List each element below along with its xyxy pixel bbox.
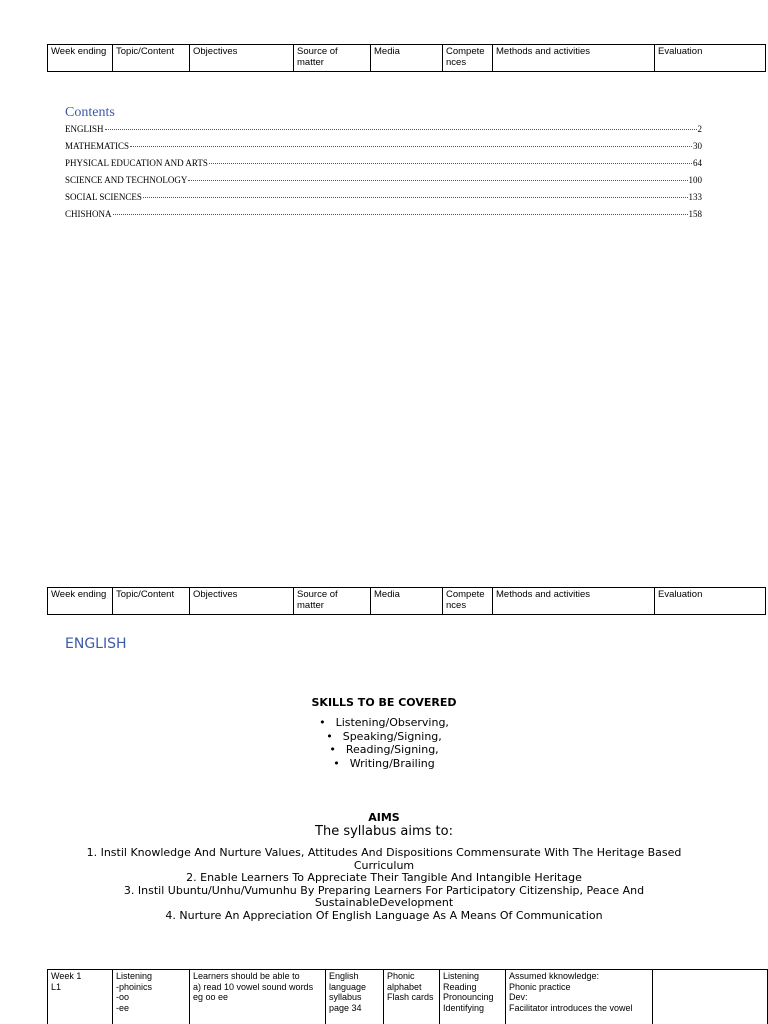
list-item: 1. Instil Knowledge And Nurture Values, Attitudes And Dispositions Commensurate With The Heritage Based Curriculum	[86, 846, 682, 872]
header-cell: Media	[371, 588, 443, 615]
list-item: 3. Instil Ubuntu/Unhu/Vumunhu By Preparing Learners For Participatory Citizenship, Peace And SustainableDevelopment	[123, 883, 645, 909]
header-cell: Media	[371, 45, 443, 72]
aims-title: AIMS	[368, 811, 400, 824]
skills-list	[0, 716, 768, 770]
toc-label: PHYSICAL EDUCATION AND ARTS	[65, 158, 208, 168]
toc-label: ENGLISH	[65, 124, 104, 134]
evaluation-cell	[653, 970, 768, 1024]
toc-leader-dots	[209, 163, 692, 164]
toc-label: MATHEMATICS	[65, 141, 130, 151]
toc-label: SCIENCE AND TECHNOLOGY	[65, 175, 188, 185]
table-row	[48, 970, 768, 1024]
header-cell: Objectives	[190, 45, 294, 72]
header-cell: Evaluation	[655, 45, 766, 72]
lesson-plan-table	[47, 969, 768, 1024]
lesson-plan-header-table	[47, 587, 766, 615]
toc-entry-chishona[interactable]	[65, 209, 702, 226]
header-cell: Source of matter	[294, 45, 371, 72]
toc-entry-english[interactable]	[65, 124, 702, 141]
toc-leader-dots	[105, 129, 697, 130]
toc-page-number: 133	[688, 192, 702, 202]
toc-leader-dots	[130, 146, 692, 147]
toc-label: CHISHONA	[65, 209, 112, 219]
list-item: • Reading/Signing,	[0, 743, 768, 757]
toc-entry-science-technology[interactable]	[65, 175, 702, 192]
objectives-cell: Learners should be able to a) read 10 vowel sound words eg oo ee	[190, 970, 326, 1024]
aims-intro: The syllabus aims to:	[315, 824, 453, 839]
header-cell: Compete nces	[443, 588, 493, 615]
toc-entry-pe-arts[interactable]	[65, 158, 702, 175]
toc-entry-mathematics[interactable]	[65, 141, 702, 158]
toc-page-number: 158	[688, 209, 702, 219]
header-cell: Methods and activities	[493, 588, 655, 615]
aims-list	[80, 847, 688, 922]
list-item: • Speaking/Signing,	[0, 730, 768, 744]
header-row	[48, 588, 766, 615]
source-cell: English language syllabus page 34	[326, 970, 384, 1024]
toc-entry-social-sciences[interactable]	[65, 192, 702, 209]
header-row	[48, 45, 766, 72]
toc-leader-dots	[143, 197, 688, 198]
header-cell: Topic/Content	[113, 588, 190, 615]
toc-leader-dots	[188, 180, 687, 181]
header-cell: Topic/Content	[113, 45, 190, 72]
toc-label: SOCIAL SCIENCES	[65, 192, 142, 202]
toc-page-number: 100	[688, 175, 702, 185]
week-cell: Week 1 L1	[48, 970, 113, 1024]
header-cell: Evaluation	[655, 588, 766, 615]
media-cell: Phonic alphabet Flash cards	[384, 970, 440, 1024]
lesson-plan-header-table	[47, 44, 766, 72]
toc-page-number: 30	[693, 141, 702, 151]
header-cell: Source of matter	[294, 588, 371, 615]
section-heading-english: ENGLISH	[65, 636, 127, 652]
header-cell: Compete nces	[443, 45, 493, 72]
methods-cell: Assumed kknowledge: Phonic practice Dev: Facilitator introduces the vowel	[506, 970, 653, 1024]
list-item: • Listening/Observing,	[0, 716, 768, 730]
list-item: 4. Nurture An Appreciation Of English Language As A Means Of Communication	[165, 908, 603, 922]
list-item: 2. Enable Learners To Appreciate Their Tangible And Intangible Heritage	[186, 871, 582, 884]
list-item: • Writing/Brailing	[0, 757, 768, 771]
competences-cell: Listening Reading Pronouncing Identifying	[440, 970, 506, 1024]
toc-page-number: 2	[697, 124, 702, 134]
header-cell: Objectives	[190, 588, 294, 615]
toc-title: Contents	[65, 105, 115, 120]
header-cell: Methods and activities	[493, 45, 655, 72]
toc-page-number: 64	[693, 158, 702, 168]
header-cell: Week ending	[48, 588, 113, 615]
skills-title: SKILLS TO BE COVERED	[311, 696, 457, 709]
toc-leader-dots	[113, 214, 688, 215]
table-of-contents	[65, 124, 702, 226]
topic-cell: Listening -phoinics -oo -ee	[113, 970, 190, 1024]
header-cell: Week ending	[48, 45, 113, 72]
